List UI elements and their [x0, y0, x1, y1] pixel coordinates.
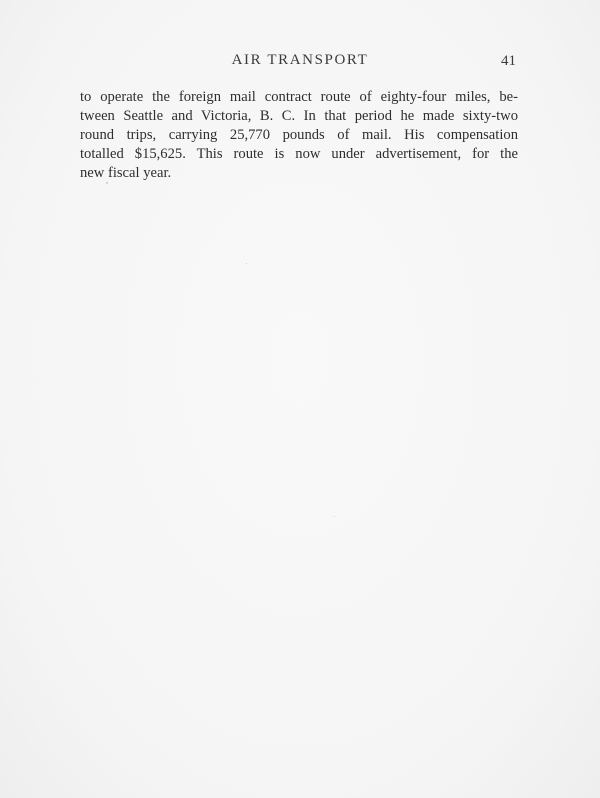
text-line: round trips, carrying 25,770 pounds of mail. His compensation — [80, 127, 518, 143]
paper-speck — [334, 516, 335, 517]
page-number: 41 — [501, 53, 516, 69]
text-line: tween Seattle and Victoria, B. C. In that period he made sixty-two — [80, 108, 518, 124]
text-line: totalled $15,625. This route is now under advertisement, for the — [80, 146, 518, 162]
running-title: AIR TRANSPORT — [231, 52, 369, 68]
body-paragraph — [80, 88, 518, 183]
running-head — [80, 52, 520, 74]
paper-speck — [246, 263, 247, 264]
text-line: to operate the foreign mail contract route of eighty-four miles, be- — [80, 89, 518, 105]
paper-speck — [106, 182, 108, 184]
text-line: new fiscal year. — [80, 165, 172, 181]
